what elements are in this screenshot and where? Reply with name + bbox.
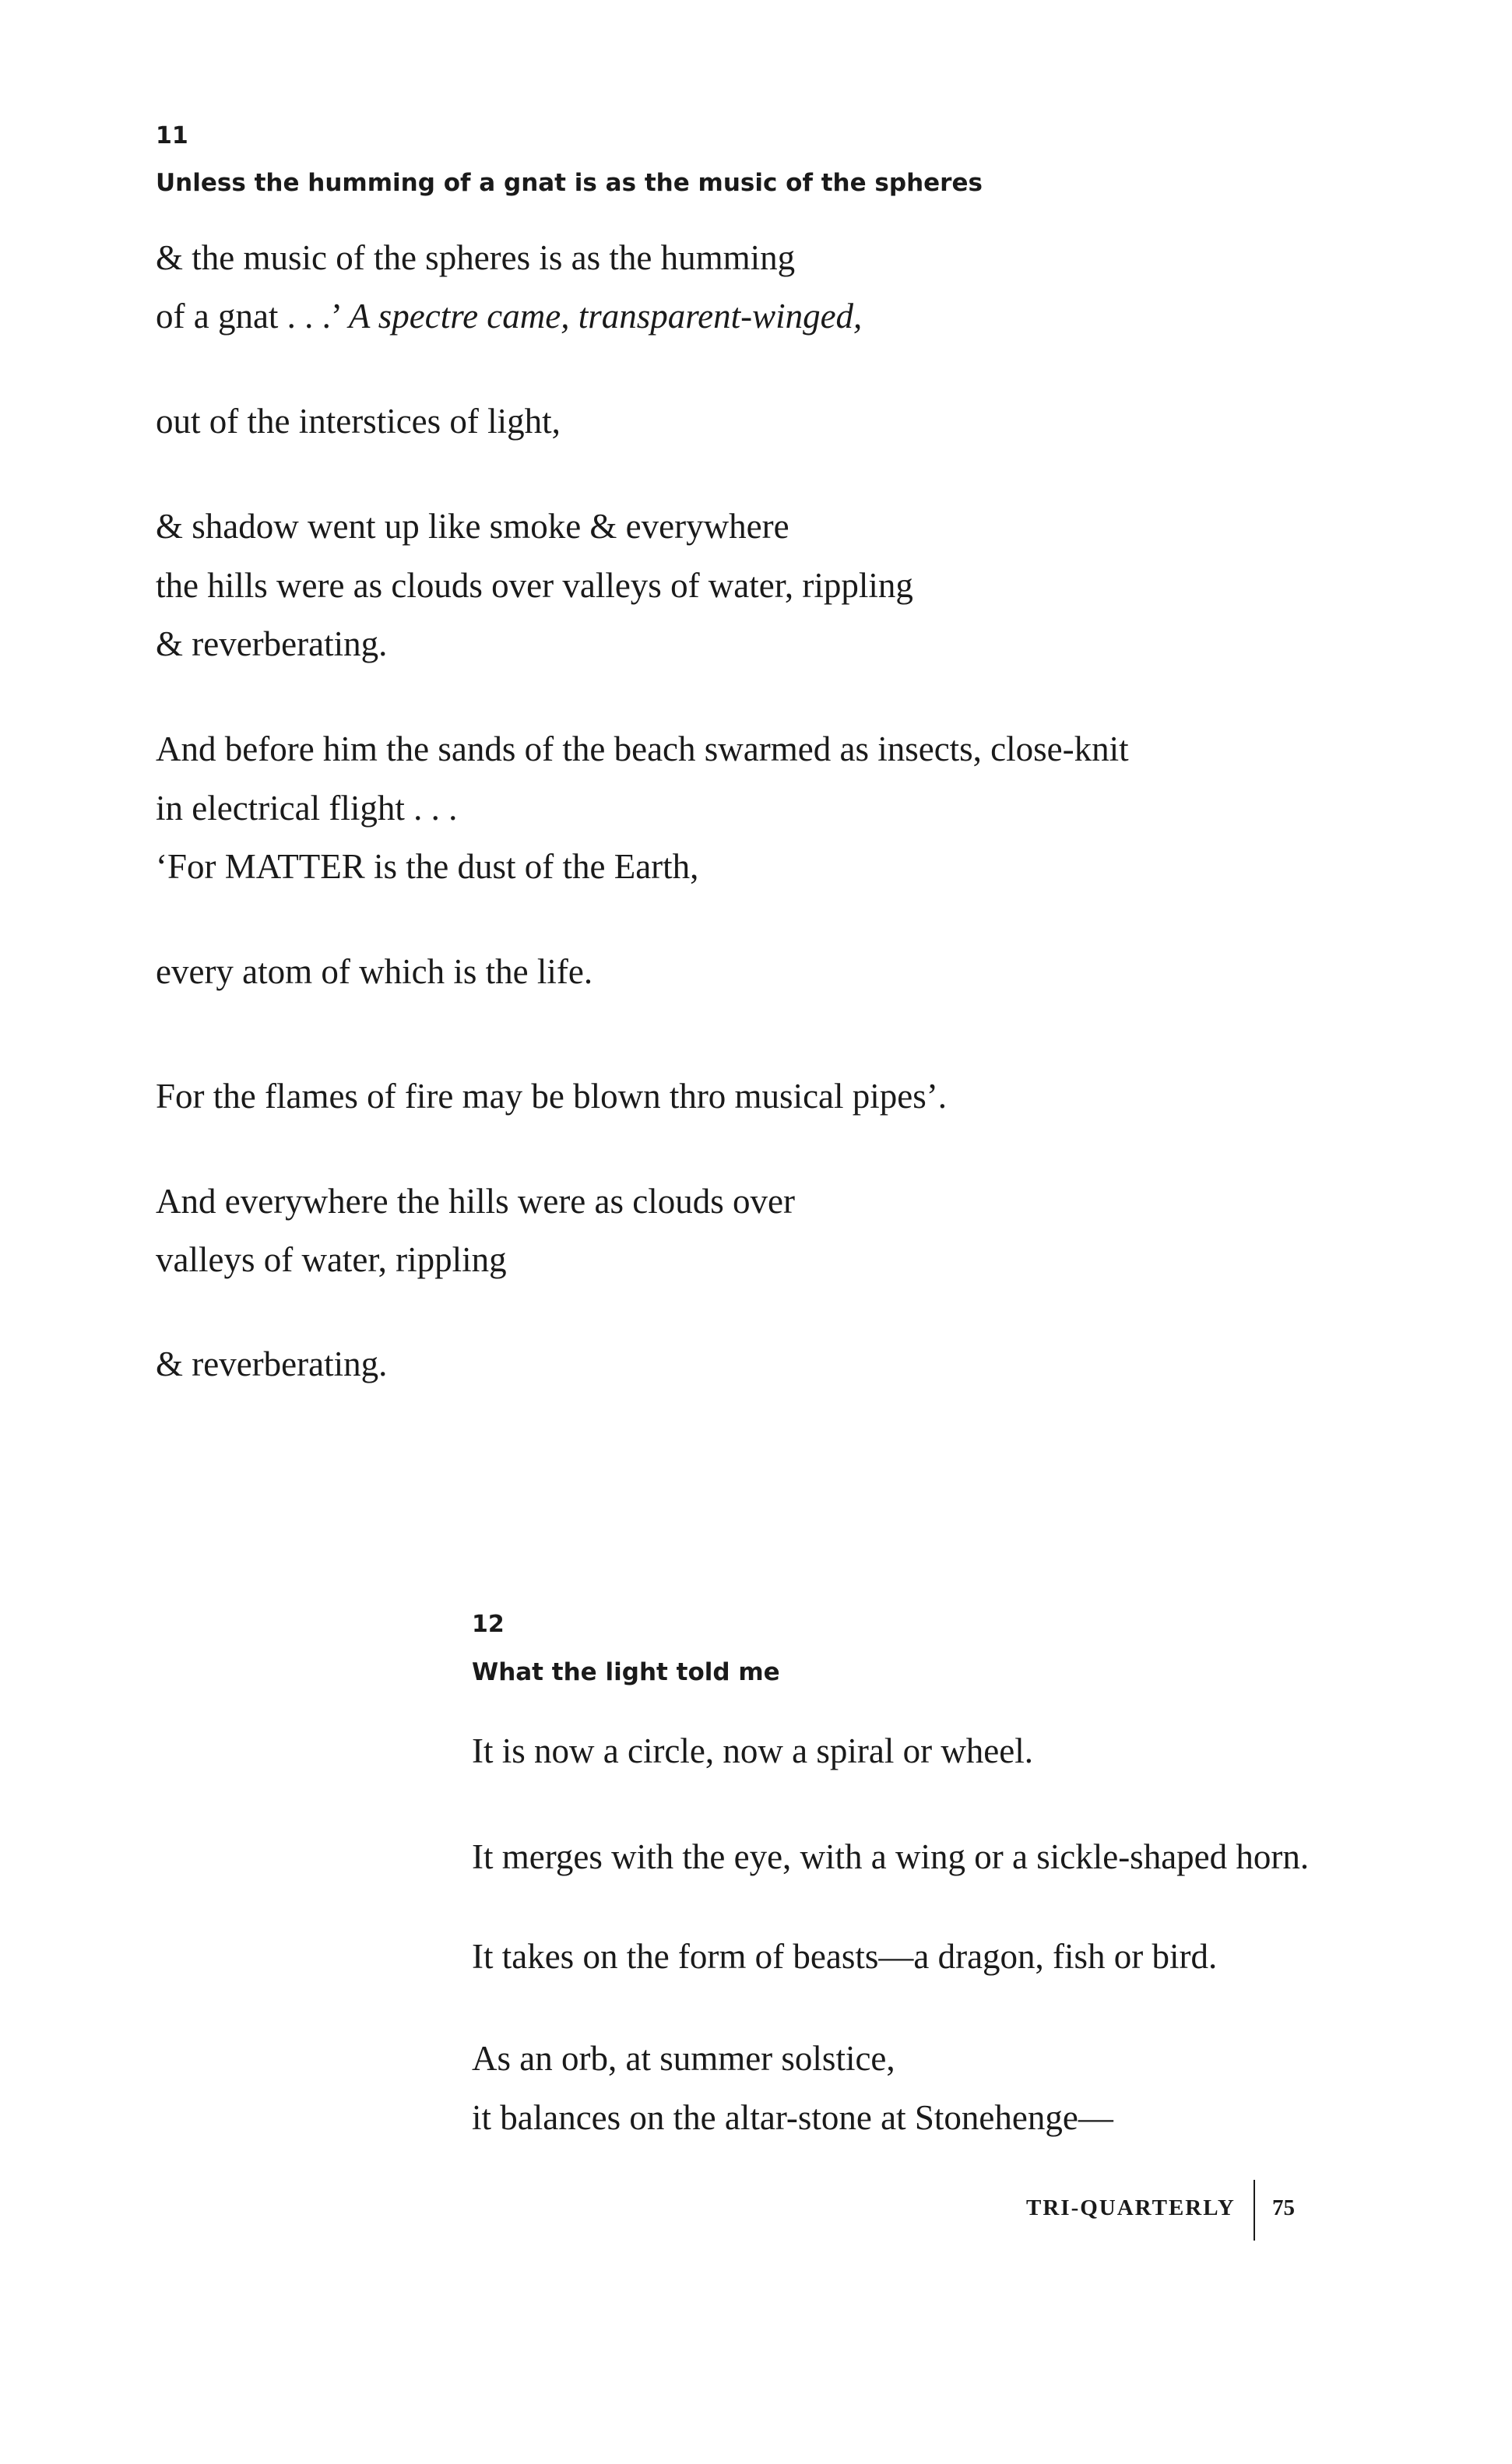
section-title: What the light told me bbox=[472, 1658, 780, 1686]
poem-line: It is now a circle, now a spiral or wheel. bbox=[472, 1731, 1034, 1770]
poem-line: & the music of the spheres is as the humming bbox=[156, 238, 796, 277]
poem-line: And before him the sands of the beach swarmed as insects, close-knit bbox=[156, 729, 1129, 768]
poem-line: of a gnat . . .’ A spectre came, transparent-winged, bbox=[156, 297, 863, 336]
poem-line: every atom of which is the life. bbox=[156, 952, 593, 991]
poem-line: It takes on the form of beasts—a dragon, fish or bird. bbox=[472, 1937, 1218, 1976]
poem-line: And everywhere the hills were as clouds over bbox=[156, 1182, 795, 1221]
poem-line: valleys of water, rippling bbox=[156, 1240, 507, 1279]
journal-name: TRI-QUARTERLY bbox=[1026, 2195, 1236, 2220]
page-number: 75 bbox=[1272, 2195, 1295, 2220]
section-number: 11 bbox=[156, 122, 188, 149]
italic-phrase: A spectre came, transparent-winged, bbox=[348, 297, 863, 336]
poem-line: out of the interstices of light, bbox=[156, 402, 561, 441]
poem-line: For the flames of fire may be blown thro musical pipes’. bbox=[156, 1077, 947, 1116]
section-title: Unless the humming of a gnat is as the music of the spheres bbox=[156, 169, 983, 197]
poem-line: & shadow went up like smoke & everywhere bbox=[156, 507, 789, 546]
footer-divider bbox=[1254, 2180, 1255, 2241]
poem-line: the hills were as clouds over valleys of water, rippling bbox=[156, 566, 913, 605]
poem-line: ‘For MATTER is the dust of the Earth, bbox=[156, 847, 699, 886]
poem-line: & reverberating. bbox=[156, 1344, 388, 1383]
poem-line: & reverberating. bbox=[156, 624, 388, 663]
poem-line: As an orb, at summer solstice, bbox=[472, 2039, 895, 2078]
poem-line: It merges with the eye, with a wing or a sickle-shaped horn. bbox=[472, 1837, 1310, 1876]
poem-line: it balances on the altar-stone at Stonehenge— bbox=[472, 2098, 1113, 2137]
poem-line: in electrical flight . . . bbox=[156, 789, 458, 828]
section-number: 12 bbox=[472, 1611, 505, 1638]
